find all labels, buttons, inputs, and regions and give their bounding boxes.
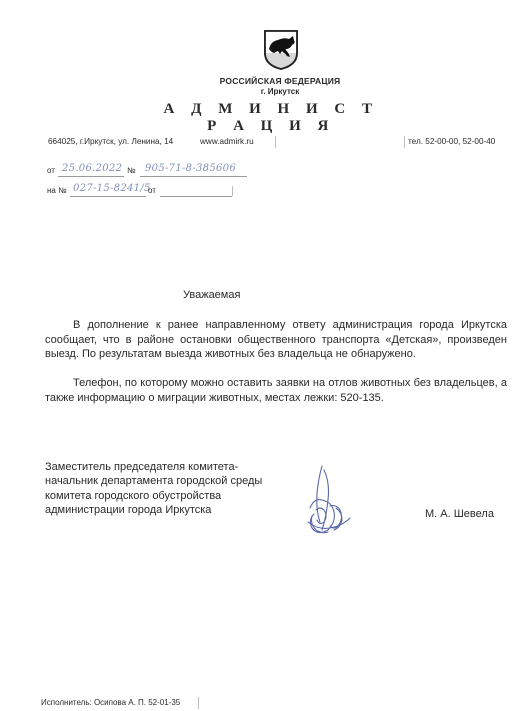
position-line: администрации города Иркутска <box>45 503 212 516</box>
position-line: Заместитель председателя комитета- <box>45 461 239 473</box>
letter-paragraph <box>45 318 507 362</box>
number-label: № <box>127 166 136 175</box>
header-divider <box>404 136 405 148</box>
ref-number-label: на № <box>47 186 67 195</box>
paragraph-text: В дополнение к ранее направленному ответу администрация города Иркутска сообщает, что в районе остановки общественного транспорта «Детская», произведен выезд. По результатам выезда животных без владельца не обнаружено. <box>45 319 507 360</box>
signer-name: М. А. Шевела <box>425 508 494 520</box>
number-handwritten: 905-71-8-385606 <box>145 163 236 174</box>
position-line: комитета городского обустройства <box>45 489 222 502</box>
signatory-position <box>45 460 305 517</box>
organization-title: А Д М И Н И С Т Р А Ц И Я <box>163 101 379 134</box>
ref-number-underline <box>70 196 146 197</box>
phone-text: тел. 52-00-00, 52-00-40 <box>408 137 496 146</box>
address-text: 664025, г.Иркутск, ул. Ленина, 14 <box>48 137 174 146</box>
city-name: г. Иркутск <box>260 87 300 96</box>
website-text: www.admirk.ru <box>200 137 254 146</box>
date-label: от <box>47 166 55 175</box>
handwritten-signature <box>300 460 360 540</box>
salutation: Уважаемая <box>183 289 241 301</box>
country-name: РОССИЙСКАЯ ФЕДЕРАЦИЯ <box>219 76 341 86</box>
footer-divider <box>198 697 199 709</box>
form-divider <box>232 186 233 196</box>
date-handwritten: 25.06.2022 <box>62 163 123 174</box>
ref-date-underline <box>160 196 232 197</box>
ref-date-label: от <box>148 186 156 195</box>
irkutsk-coat-of-arms-icon <box>262 27 300 71</box>
number-underline <box>140 176 247 177</box>
ref-number-handwritten: 027-15-8241/5 <box>73 183 151 194</box>
paragraph-text: Телефон, по которому можно оставить заявки на отлов животных без владельцев, а также информацию о миграции животных, местах лежки: 520-135. <box>45 377 507 404</box>
date-underline <box>58 176 124 177</box>
executor-info: Исполнитель: Осипова А. П. 52-01-35 <box>41 698 181 707</box>
letter-paragraph <box>45 376 507 405</box>
position-line: начальник департамента городской среды <box>45 475 263 488</box>
header-divider <box>275 136 276 148</box>
